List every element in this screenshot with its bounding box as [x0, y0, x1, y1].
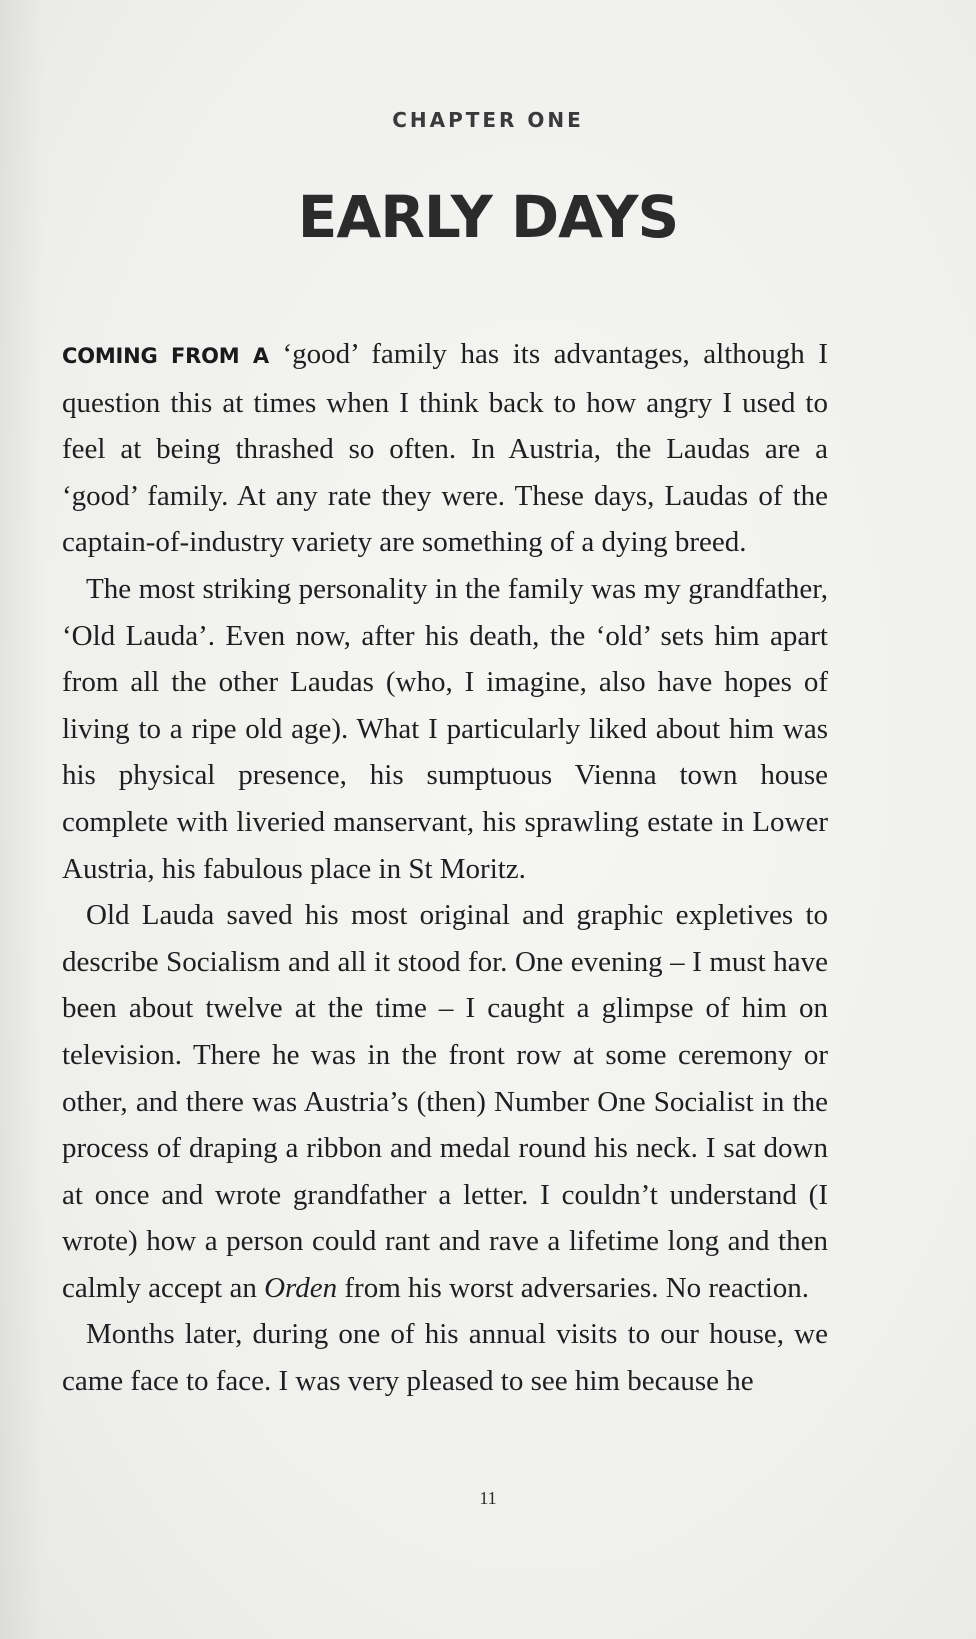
chapter-body: [62, 331, 828, 1405]
paragraph-2: The most striking personality in the family was my grandfather, ‘Old Lauda’. Even now, after his death, the ‘old’ sets him apart from all the other Laudas (who, I imagine, also have hopes of living to a ripe old age). What I particularly liked about him was his physical presence, his sumptuous Vienna town house complete with liveried manservant, his sprawling estate in Lower Austria, his fabulous place in St Moritz.: [62, 572, 828, 885]
opening-lead-in: COMING FROM A: [62, 344, 269, 368]
paragraph-3-text-before: Old Lauda saved his most original and graphic expletives to describe Socialism and all it stood for. One evening – I must have been about twelve at the time – I caught a glimpse of him on television. There he was in the front row at some ceremony or other, and there was Austria’s (then) Number One Socialist in the process of draping a ribbon and medal round his neck. I sat down at once and wrote grandfather a letter. I couldn’t understand (I wrote) how a person could rant and rave a lifetime long and then calmly accept an: [62, 899, 828, 1304]
paragraph-1-text: ‘good’ family has its advantages, although I question this at times when I think back to how angry I used to feel at being thrashed so often. In Austria, the Laudas are a ‘good’ family. At any rate they were. These days, Laudas of the captain-of-industry variety are something of a dying breed.: [62, 338, 828, 559]
chapter-title: EARLY DAYS: [297, 183, 679, 251]
paragraph-3: [62, 892, 828, 1311]
paragraph-4: Months later, during one of his annual visits to our house, we came face to face. I was very pleased to see him because he: [62, 1318, 828, 1398]
page-number: 11: [479, 1488, 497, 1508]
paragraph-3-text-after: from his worst adversaries. No reaction.: [337, 1271, 810, 1304]
paragraph-1: [62, 331, 828, 566]
italic-term: Orden: [264, 1271, 338, 1304]
chapter-label: CHAPTER ONE: [392, 108, 584, 132]
